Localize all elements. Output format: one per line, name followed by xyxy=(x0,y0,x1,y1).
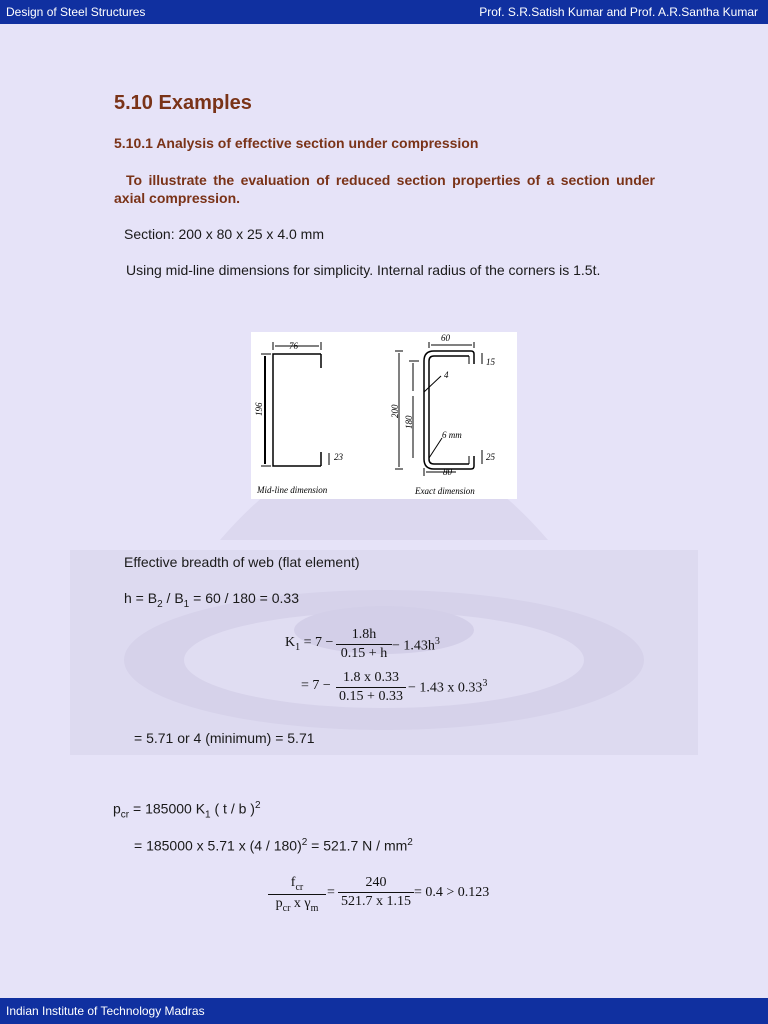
ratio-equals: = xyxy=(327,885,335,900)
dim-25: 25 xyxy=(486,452,495,462)
ratio-fraction-2: $\frac{240}{521.7 x 1.15}$ xyxy=(338,875,414,910)
k1-fraction-2: $\frac{1.8 x 0.33}{0.15 + 0.33}$ xyxy=(336,670,406,705)
intro-paragraph: To illustrate the evaluation of reduced section properties of a section under axial compression. xyxy=(114,172,655,206)
header-bar xyxy=(0,0,768,24)
channel-section-diagram xyxy=(251,332,517,499)
dim-200: 200 xyxy=(390,404,400,418)
web-heading: Effective breadth of web (flat element) xyxy=(124,554,360,570)
footer-bar xyxy=(0,998,768,1024)
ratio-fraction-1: $f_{cr}$ $p_{cr}$ x $\gamma_m$ xyxy=(268,875,326,914)
midline-note: Using mid-line dimensions for simplicity. Internal radius of the corners is 1.5t. xyxy=(126,262,601,278)
institute-name: Indian Institute of Technology Madras xyxy=(6,1004,205,1018)
section-heading: 5.10 Examples xyxy=(114,92,252,114)
dim-180: 180 xyxy=(404,415,414,429)
dim-196: 196 xyxy=(254,402,264,416)
k1-eq2-prefix: = 7 − xyxy=(301,678,331,693)
course-title: Design of Steel Structures xyxy=(6,5,146,19)
k1-tail-2: − 1.43 x 0.33$^3$ xyxy=(408,678,488,696)
dim-76: 76 xyxy=(289,341,298,351)
dim-4: 4 xyxy=(444,370,449,380)
k1-result: = 5.71 or 4 (minimum) = 5.71 xyxy=(134,730,315,746)
dim-6mm: 6 mm xyxy=(442,430,462,440)
section-figure xyxy=(251,332,517,499)
k1-label: $K_1 = 7$ − xyxy=(285,635,334,653)
pcr-equation: $p_{cr} = 185000$ $K_1$ ( t / b )$^2$ xyxy=(113,800,261,821)
pcr-result: = 185000 x 5.71 x (4 / 180)$^2$ = 521.7 N / $mm^2$ xyxy=(134,837,413,854)
k1-fraction-1: $\frac{1.8h}{0.15 + h}$ xyxy=(336,627,392,662)
dim-23: 23 xyxy=(334,452,343,462)
k1-tail-1: − $1.43h^3$ xyxy=(392,636,440,654)
ratio-result: = 0.4 > 0.123 xyxy=(414,885,490,900)
h-equation: $h = B_2 / B_1 = 60 / 180 = 0.33$ xyxy=(124,590,299,610)
dim-80: 80 xyxy=(443,467,452,477)
dim-15: 15 xyxy=(486,357,495,367)
exact-caption: Exact dimension xyxy=(415,486,475,496)
dim-60: 60 xyxy=(441,333,450,343)
midline-caption: Mid-line dimension xyxy=(257,485,328,495)
subsection-heading: 5.10.1 Analysis of effective section under compression xyxy=(114,135,479,151)
authors: Prof. S.R.Satish Kumar and Prof. A.R.Santha Kumar xyxy=(479,5,758,19)
section-spec: Section: 200 x 80 x 25 x 4.0 mm xyxy=(124,226,324,242)
